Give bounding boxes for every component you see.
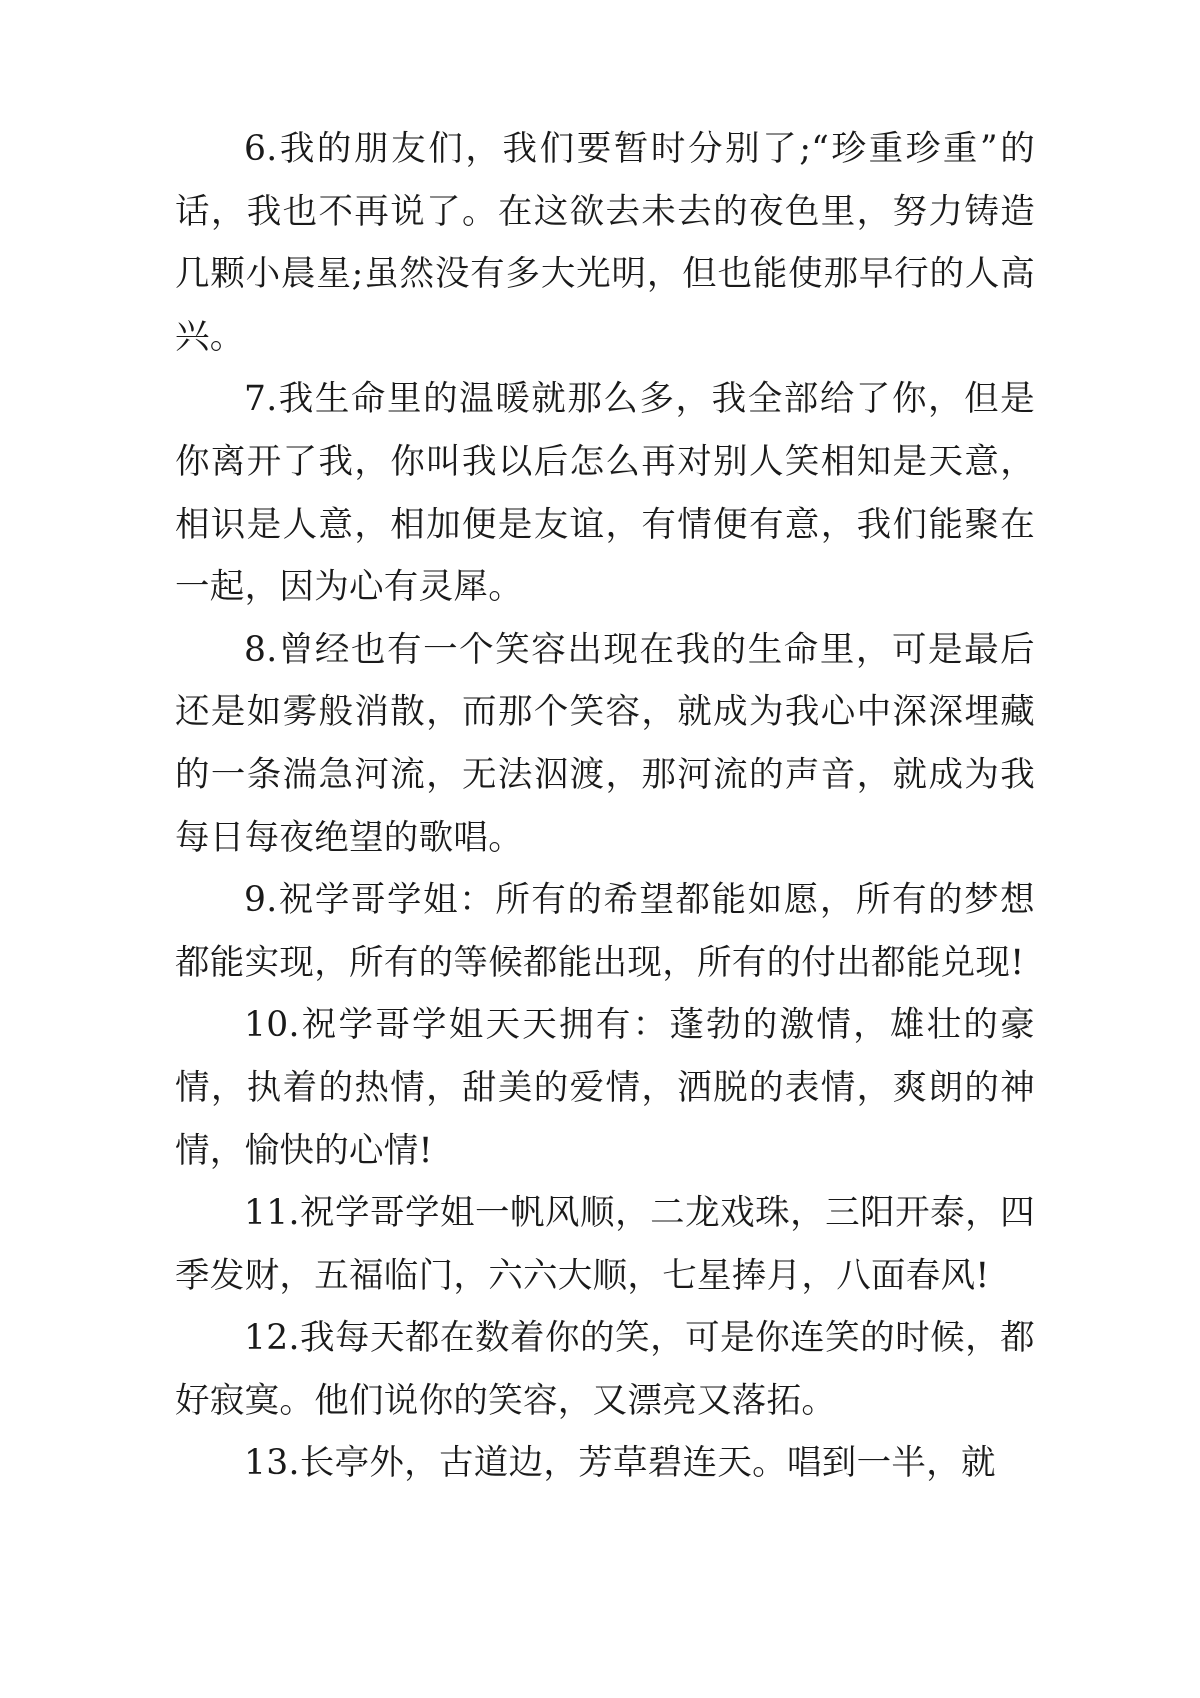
paragraph-10: 10.祝学哥学姐天天拥有：蓬勃的激情，雄壮的豪情，执着的热情，甜美的爱情，洒脱的表情，爽朗的神情，愉快的心情! [175,1005,1035,1171]
paragraph-12: 12.我每天都在数着你的笑，可是你连笑的时候，都好寂寞。他们说你的笑容，又漂亮又落拓。 [175,1318,1035,1421]
paragraph-9: 9.祝学哥学姐：所有的希望都能如愿，所有的梦想都能实现，所有的等候都能出现，所有的付出都能兑现! [175,880,1035,983]
paragraph-8: 8.曾经也有一个笑容出现在我的生命里，可是最后还是如雾般消散，而那个笑容，就成为我心中深深埋藏的一条湍急河流，无法泅渡，那河流的声音，就成为我每日每夜绝望的歌唱。 [175,629,1035,858]
document-body [175,118,1035,1495]
paragraph-13: 13.长亭外，古道边，芳草碧连天。唱到一半，就 [244,1443,996,1484]
paragraph-7: 7.我生命里的温暖就那么多，我全部给了你，但是你离开了我，你叫我以后怎么再对别人笑相知是天意，相识是人意，相加便是友谊，有情便有意，我们能聚在一起，因为心有灵犀。 [175,379,1035,608]
paragraph-11: 11.祝学哥学姐一帆风顺，二龙戏珠，三阳开泰，四季发财，五福临门，六六大顺，七星捧月，八面春风! [175,1193,1035,1296]
paragraph-6: 6.我的朋友们，我们要暂时分别了;“珍重珍重”的话，我也不再说了。在这欲去未去的夜色里，努力铸造几颗小晨星;虽然没有多大光明，但也能使那早行的人高兴。 [175,129,1035,357]
